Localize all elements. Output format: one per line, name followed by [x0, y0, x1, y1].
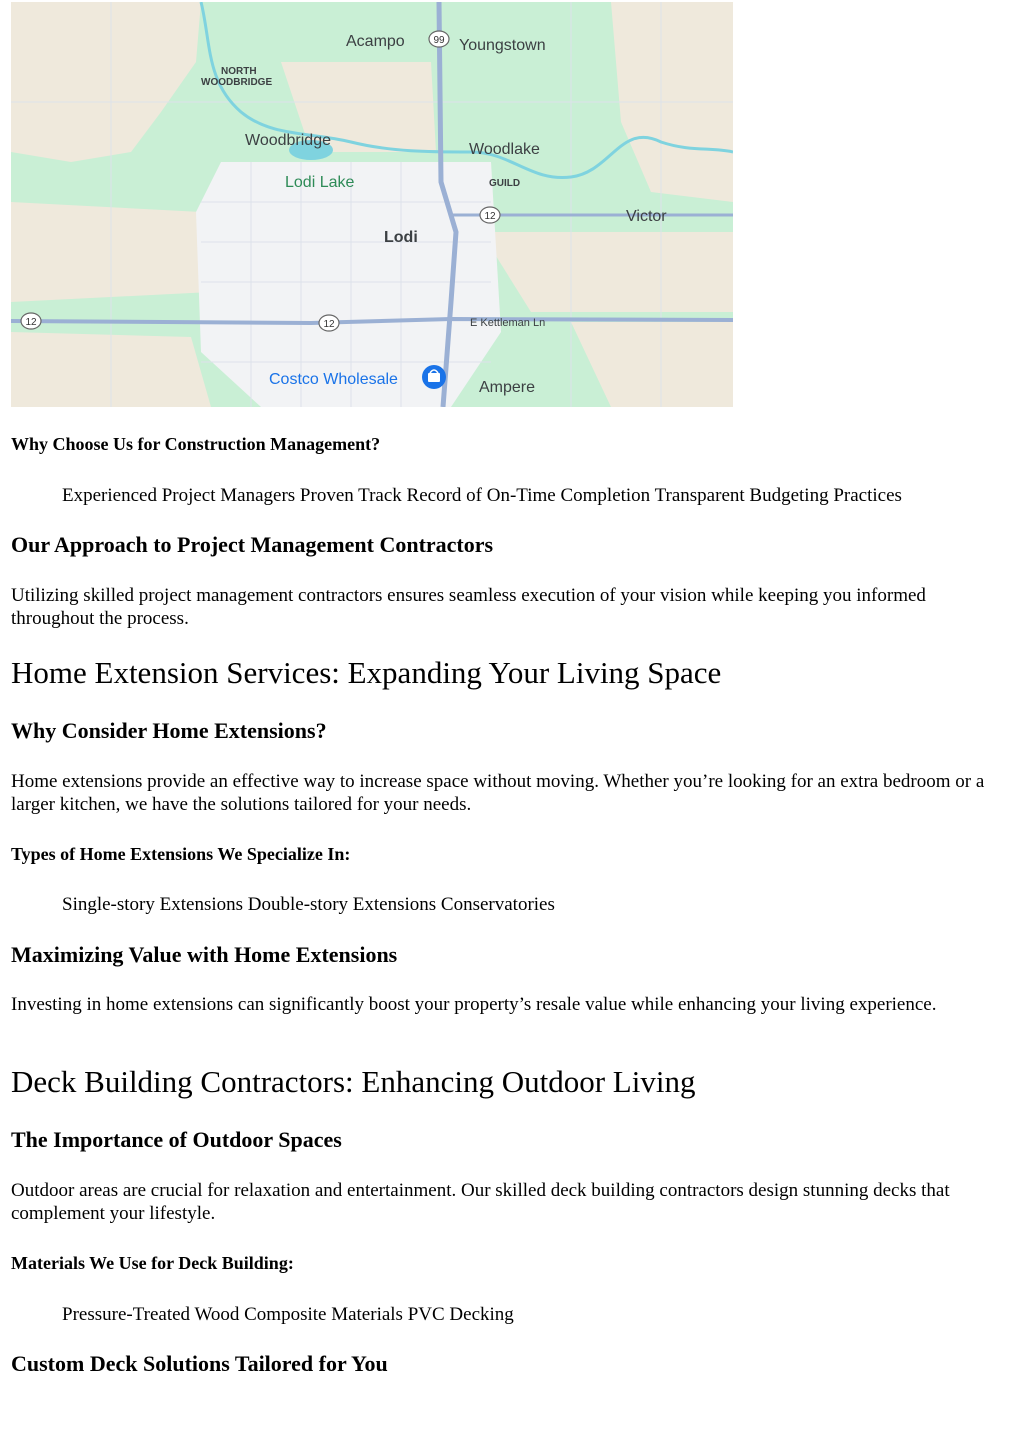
heading-why-consider: Why Consider Home Extensions? — [11, 718, 327, 743]
svg-text:99: 99 — [433, 35, 445, 46]
heading-maximizing: Maximizing Value with Home Extensions — [11, 942, 398, 967]
paragraph-approach: Utilizing skilled project management contractors ensures seamless execution of your vision while keeping you informed throughout the process. — [11, 585, 926, 629]
map-embed[interactable] — [11, 2, 733, 407]
map-label-acampo: Acampo — [346, 33, 405, 50]
map-label-north-woodbridge: WOODBRIDGE — [201, 77, 273, 88]
map-canvas — [11, 2, 733, 407]
svg-text:12: 12 — [484, 211, 496, 222]
paragraph-why-consider: Home extensions provide an effective way to increase space without moving. Whether you’re looking for an extra bedroom or a larger kitchen, we have the solutions tailored for your needs. — [11, 771, 985, 815]
map-label-youngstown: Youngstown — [459, 37, 546, 54]
hwy99-shield — [429, 31, 449, 47]
heading-outdoor: The Importance of Outdoor Spaces — [11, 1127, 342, 1152]
heading-deck-building: Deck Building Contractors: Enhancing Outdoor Living — [11, 1064, 696, 1099]
paragraph-maximizing: Investing in home extensions can significantly boost your property’s resale value while enhancing your living experience. — [11, 994, 937, 1015]
svg-text:12: 12 — [323, 319, 335, 330]
map-label-woodlake: Woodlake — [469, 141, 540, 158]
map-label-victor: Victor — [626, 208, 667, 225]
heading-materials: Materials We Use for Deck Building: — [11, 1253, 294, 1273]
map-label-guild: GUILD — [489, 178, 521, 189]
map-label-north: NORTH — [221, 66, 257, 77]
heading-custom-deck: Custom Deck Solutions Tailored for You — [11, 1351, 388, 1376]
map-label-lodi-lake: Lodi Lake — [285, 174, 355, 191]
map-label-ampere: Ampere — [479, 379, 536, 396]
heading-types: Types of Home Extensions We Specialize In: — [11, 844, 351, 864]
paragraph-outdoor: Outdoor areas are crucial for relaxation and entertainment. Our skilled deck building contractors design stunning decks that complement your lifestyle. — [11, 1180, 950, 1224]
map-label-kettleman: E Kettleman Ln — [470, 317, 546, 329]
heading-home-extension: Home Extension Services: Expanding Your Living Space — [11, 655, 722, 690]
svg-text:12: 12 — [25, 317, 37, 328]
map-label-lodi: Lodi — [384, 229, 418, 246]
map-label-costco: Costco Wholesale — [269, 371, 398, 388]
heading-approach: Our Approach to Project Management Contractors — [11, 532, 494, 557]
map-label-woodbridge: Woodbridge — [245, 132, 331, 149]
map-pin-icon[interactable] — [422, 365, 446, 389]
heading-why-choose: Why Choose Us for Construction Management? — [11, 434, 381, 454]
list-why-choose: Experienced Project Managers Proven Track Record of On-Time Completion Transparent Budgeting Practices — [62, 485, 902, 506]
list-types: Single-story Extensions Double-story Extensions Conservatories — [62, 894, 555, 915]
list-materials: Pressure-Treated Wood Composite Materials PVC Decking — [62, 1304, 514, 1325]
